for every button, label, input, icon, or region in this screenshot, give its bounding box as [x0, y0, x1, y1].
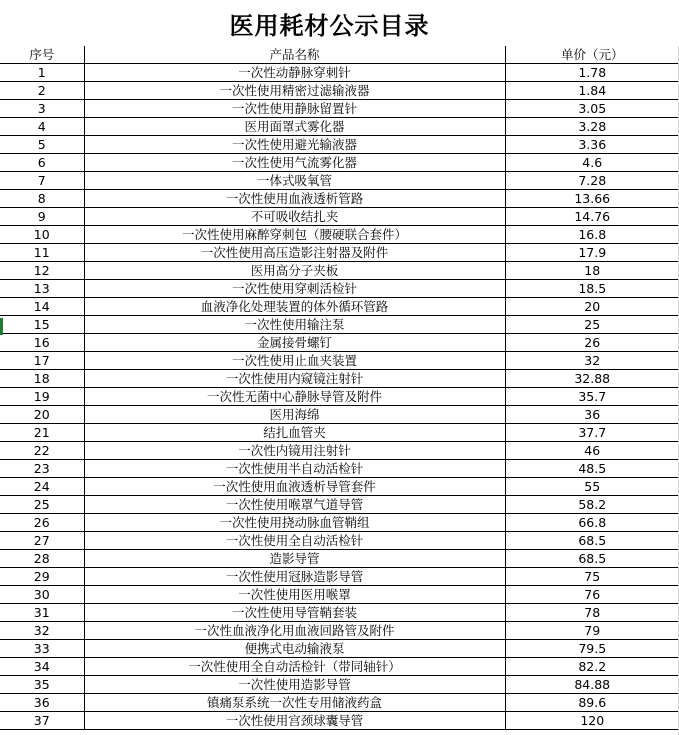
- table-row: [0, 568, 679, 586]
- cell-no[interactable]: 19: [0, 388, 84, 406]
- cell-price[interactable]: 32.88: [505, 370, 679, 388]
- cell-product-name[interactable]: 一次性使用气流雾化器: [84, 154, 505, 172]
- table-row: [0, 478, 679, 496]
- cell-price[interactable]: 79.5: [505, 640, 679, 658]
- cell-no[interactable]: 32: [0, 622, 84, 640]
- cell-product-name[interactable]: 一次性血液净化用血液回路管及附件: [84, 622, 505, 640]
- cell-price[interactable]: 35.7: [505, 388, 679, 406]
- table-row: [0, 370, 679, 388]
- cell-no[interactable]: 25: [0, 496, 84, 514]
- cell-price[interactable]: 16.8: [505, 226, 679, 244]
- table-row: [0, 316, 679, 334]
- cell-product-name[interactable]: 不可吸收结扎夹: [84, 208, 505, 226]
- cell-no[interactable]: 11: [0, 244, 84, 262]
- cell-product-name[interactable]: 一次性使用穿刺活检针: [84, 280, 505, 298]
- cell-product-name[interactable]: 一次性使用止血夹装置: [84, 352, 505, 370]
- table-row: [0, 676, 679, 694]
- cell-product-name[interactable]: 一次性使用高压造影注射器及附件: [84, 244, 505, 262]
- cell-price[interactable]: 14.76: [505, 208, 679, 226]
- table-row: [0, 532, 679, 550]
- cell-no[interactable]: 30: [0, 586, 84, 604]
- cell-product-name[interactable]: 结扎血管夹: [84, 424, 505, 442]
- cell-no[interactable]: 6: [0, 154, 84, 172]
- cell-product-name[interactable]: 金属接骨螺钉: [84, 334, 505, 352]
- cell-product-name[interactable]: 一次性使用喉罩气道导管: [84, 496, 505, 514]
- cell-product-name[interactable]: 便携式电动输液泵: [84, 640, 505, 658]
- table-row: [0, 226, 679, 244]
- cell-no[interactable]: 26: [0, 514, 84, 532]
- cell-no[interactable]: 36: [0, 694, 84, 712]
- cell-product-name[interactable]: 镇痛泵系统一次性专用储液药盒: [84, 694, 505, 712]
- cell-product-name[interactable]: 一次性使用宫颈球囊导管: [84, 712, 505, 730]
- cell-no[interactable]: 21: [0, 424, 84, 442]
- table-row: [0, 406, 679, 424]
- cell-no[interactable]: 24: [0, 478, 84, 496]
- cell-price[interactable]: 66.8: [505, 514, 679, 532]
- cell-no[interactable]: 14: [0, 298, 84, 316]
- cell-price[interactable]: 75: [505, 568, 679, 586]
- table-row: [0, 82, 679, 100]
- cell-price[interactable]: 58.2: [505, 496, 679, 514]
- table-row: [0, 100, 679, 118]
- cell-no[interactable]: 7: [0, 172, 84, 190]
- cell-no[interactable]: 10: [0, 226, 84, 244]
- cell-no[interactable]: 8: [0, 190, 84, 208]
- cell-no[interactable]: 1: [0, 64, 84, 82]
- table-row: [0, 244, 679, 262]
- cell-price[interactable]: 89.6: [505, 694, 679, 712]
- cell-product-name[interactable]: 一次性使用造影导管: [84, 676, 505, 694]
- table-row: [0, 694, 679, 712]
- table-row: [0, 280, 679, 298]
- table-row: [0, 190, 679, 208]
- table-row: [0, 640, 679, 658]
- cell-no[interactable]: 33: [0, 640, 84, 658]
- cell-no[interactable]: 34: [0, 658, 84, 676]
- cell-price[interactable]: 84.88: [505, 676, 679, 694]
- cell-price[interactable]: 37.7: [505, 424, 679, 442]
- cell-price[interactable]: 7.28: [505, 172, 679, 190]
- table-row: [0, 658, 679, 676]
- cell-price[interactable]: 76: [505, 586, 679, 604]
- cell-product-name[interactable]: 医用高分子夹板: [84, 262, 505, 280]
- cell-no[interactable]: 3: [0, 100, 84, 118]
- cell-product-name[interactable]: 一次性使用血液透析导管套件: [84, 478, 505, 496]
- cell-product-name[interactable]: 医用面罩式雾化器: [84, 118, 505, 136]
- cell-no[interactable]: 29: [0, 568, 84, 586]
- cell-no[interactable]: 18: [0, 370, 84, 388]
- cell-price[interactable]: 3.05: [505, 100, 679, 118]
- cell-product-name[interactable]: 一次性使用导管鞘套装: [84, 604, 505, 622]
- header-price[interactable]: 单价（元）: [505, 46, 679, 64]
- table-row: [0, 172, 679, 190]
- cell-no[interactable]: 23: [0, 460, 84, 478]
- table-row: [0, 586, 679, 604]
- cell-product-name[interactable]: 一次性使用血液透析管路: [84, 190, 505, 208]
- cell-price[interactable]: 4.6: [505, 154, 679, 172]
- cell-price[interactable]: 25: [505, 316, 679, 334]
- cell-price[interactable]: 68.5: [505, 532, 679, 550]
- table-row: [0, 352, 679, 370]
- header-row: [0, 46, 679, 64]
- cell-product-name[interactable]: 血液净化处理装置的体外循环管路: [84, 298, 505, 316]
- table-row: [0, 604, 679, 622]
- cell-no[interactable]: 12: [0, 262, 84, 280]
- catalog-table: [0, 46, 679, 730]
- document-title: 医用耗材公示目录: [229, 10, 430, 40]
- cell-product-name[interactable]: 一次性动静脉穿刺针: [84, 64, 505, 82]
- table-row: [0, 298, 679, 316]
- cell-price[interactable]: 26: [505, 334, 679, 352]
- cell-price[interactable]: 79: [505, 622, 679, 640]
- table-row: [0, 154, 679, 172]
- cell-price[interactable]: 46: [505, 442, 679, 460]
- cell-price[interactable]: 1.84: [505, 82, 679, 100]
- cell-price[interactable]: 32: [505, 352, 679, 370]
- cell-product-name[interactable]: 一次性使用冠脉造影导管: [84, 568, 505, 586]
- cell-no[interactable]: 13: [0, 280, 84, 298]
- cell-product-name[interactable]: 一次性内镜用注射针: [84, 442, 505, 460]
- cell-product-name[interactable]: 一体式吸氧管: [84, 172, 505, 190]
- cell-price[interactable]: 68.5: [505, 550, 679, 568]
- cell-no[interactable]: 28: [0, 550, 84, 568]
- cell-price[interactable]: 1.78: [505, 64, 679, 82]
- cell-price[interactable]: 48.5: [505, 460, 679, 478]
- cell-product-name[interactable]: 一次性使用半自动活检针: [84, 460, 505, 478]
- cell-no[interactable]: 22: [0, 442, 84, 460]
- cell-price[interactable]: 36: [505, 406, 679, 424]
- cell-price[interactable]: 55: [505, 478, 679, 496]
- cell-no[interactable]: 35: [0, 676, 84, 694]
- cell-product-name[interactable]: 一次性使用挠动脉血管鞘组: [84, 514, 505, 532]
- cell-product-name[interactable]: 一次性使用全自动活检针: [84, 532, 505, 550]
- cell-product-name[interactable]: 一次性使用全自动活检针（带同轴针）: [84, 658, 505, 676]
- table-row: [0, 460, 679, 478]
- table-row: [0, 496, 679, 514]
- cell-price[interactable]: 18.5: [505, 280, 679, 298]
- cell-no[interactable]: 4: [0, 118, 84, 136]
- cell-no[interactable]: 17: [0, 352, 84, 370]
- table-row: [0, 118, 679, 136]
- cell-no[interactable]: 31: [0, 604, 84, 622]
- cell-price[interactable]: 18: [505, 262, 679, 280]
- cell-no[interactable]: 2: [0, 82, 84, 100]
- row-selection-marker: [0, 318, 3, 335]
- cell-product-name[interactable]: 造影导管: [84, 550, 505, 568]
- table-row: [0, 712, 679, 730]
- table-row: [0, 208, 679, 226]
- cell-price[interactable]: 20: [505, 298, 679, 316]
- table-row: [0, 550, 679, 568]
- header-no[interactable]: 序号: [0, 46, 84, 64]
- title-row[interactable]: [0, 0, 679, 47]
- table-row: [0, 262, 679, 280]
- cell-price[interactable]: 120: [505, 712, 679, 730]
- cell-no[interactable]: 5: [0, 136, 84, 154]
- table-row: [0, 64, 679, 82]
- cell-price[interactable]: 17.9: [505, 244, 679, 262]
- table-row: [0, 388, 679, 406]
- cell-price[interactable]: 3.28: [505, 118, 679, 136]
- table-row: [0, 136, 679, 154]
- cell-no[interactable]: 20: [0, 406, 84, 424]
- cell-product-name[interactable]: 一次性使用医用喉罩: [84, 586, 505, 604]
- table-row: [0, 334, 679, 352]
- cell-price[interactable]: 82.2: [505, 658, 679, 676]
- cell-no[interactable]: 37: [0, 712, 84, 730]
- cell-no[interactable]: 9: [0, 208, 84, 226]
- table-row: [0, 442, 679, 460]
- table-row: [0, 424, 679, 442]
- cell-product-name[interactable]: 一次性使用避光输液器: [84, 136, 505, 154]
- cell-price[interactable]: 3.36: [505, 136, 679, 154]
- cell-product-name[interactable]: 一次性使用精密过滤输液器: [84, 82, 505, 100]
- cell-product-name[interactable]: 一次性使用内窥镜注射针: [84, 370, 505, 388]
- table-row: [0, 514, 679, 532]
- cell-product-name[interactable]: 医用海绵: [84, 406, 505, 424]
- cell-no[interactable]: 15: [0, 316, 84, 334]
- cell-product-name[interactable]: 一次性使用麻醉穿刺包（腰硬联合套件）: [84, 226, 505, 244]
- cell-no[interactable]: 27: [0, 532, 84, 550]
- table-row: [0, 622, 679, 640]
- cell-product-name[interactable]: 一次性使用输注泵: [84, 316, 505, 334]
- cell-price[interactable]: 13.66: [505, 190, 679, 208]
- table-body: [0, 64, 679, 730]
- cell-product-name[interactable]: 一次性无菌中心静脉导管及附件: [84, 388, 505, 406]
- cell-product-name[interactable]: 一次性使用静脉留置针: [84, 100, 505, 118]
- cell-price[interactable]: 78: [505, 604, 679, 622]
- header-name[interactable]: 产品名称: [84, 46, 505, 64]
- cell-no[interactable]: 16: [0, 334, 84, 352]
